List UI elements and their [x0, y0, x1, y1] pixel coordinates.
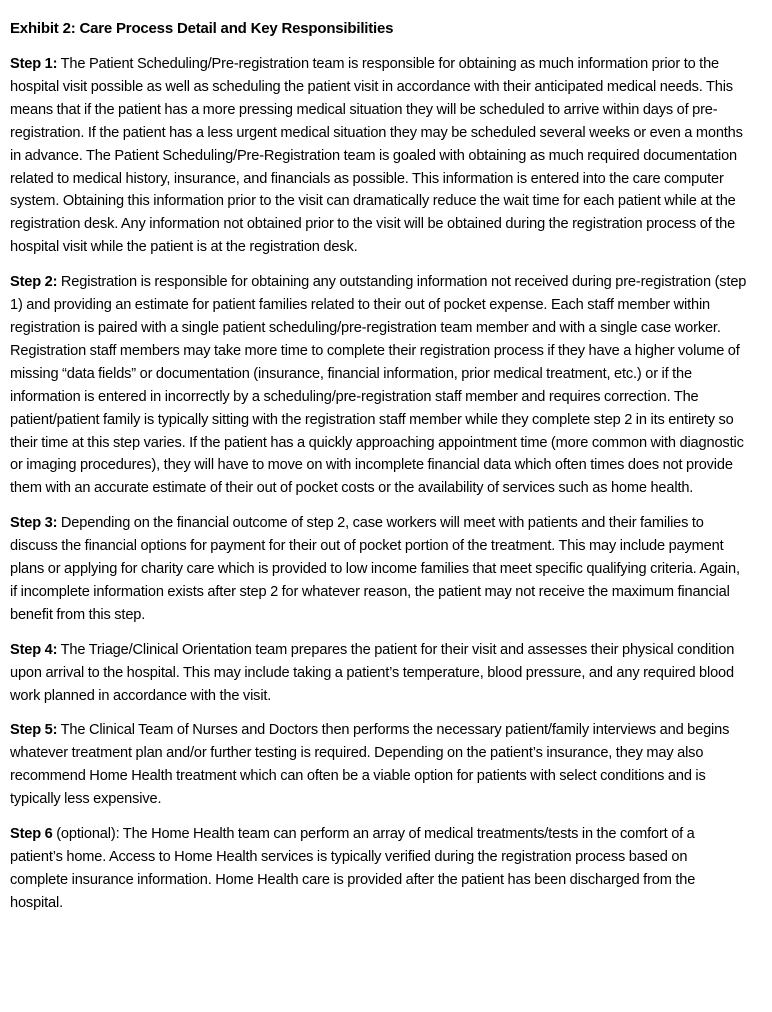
step-3-label: Step 3:	[10, 515, 58, 532]
step-6-label: Step 6	[10, 826, 53, 843]
step-6-paragraph	[10, 823, 748, 915]
step-1-text: The Patient Scheduling/Pre-registration team is responsible for obtaining as much information prior to the hospital visit possible as well as scheduling the patient visit in accordance with their anticipated medical needs. This means that if the patient has a more pressing medical situation they will be scheduled to arrive within days of pre-registration. If the patient has a less urgent medical situation they may be scheduled several weeks or even a months in advance. The Patient Scheduling/Pre-Registration team is goaled with obtaining as much required documentation related to medical history, insurance, and financials as possible. This information is entered into the care computer system. Obtaining this information prior to the visit can dramatically reduce the wait time for each patient while at the registration desk. Any information not obtained prior to the visit will be obtained during the registration process of the hospital visit while the patient is at the registration desk.	[10, 56, 743, 256]
step-2-text: Registration is responsible for obtaining any outstanding information not received during pre-registration (step 1) and providing an estimate for patient families related to their out of pocket expense. Each staff member within registration is paired with a single patient scheduling/pre-registration team member and with a single case worker. Registration staff members may take more time to complete their registration process if they have a higher volume of missing “data fields” or documentation (insurance, financial information, prior medical treatment, etc.) or if the information is entered in incorrectly by a scheduling/pre-registration staff member and requires correction. The patient/patient family is typically sitting with the registration staff member while they complete step 2 in its entirety so their time at this step varies. If the patient has a quickly approaching appointment time (more common with diagnostic or imaging procedures), they will have to move on with incomplete financial data which often times does not provide them with an accurate estimate of their out of pocket costs or the availability of services such as home health.	[10, 274, 747, 497]
step-5-text: The Clinical Team of Nurses and Doctors then performs the necessary patient/family interviews and begins whatever treatment plan and/or further testing is required. Depending on the patient’s insurance, they may also recommend Home Health treatment which can often be a viable option for patients with select conditions and is typically less expensive.	[10, 722, 730, 808]
step-5-label: Step 5:	[10, 722, 58, 739]
step-3-paragraph	[10, 512, 748, 627]
step-4-text: The Triage/Clinical Orientation team prepares the patient for their visit and assesses their physical condition upon arrival to the hospital. This may include taking a patient’s temperature, blood pressure, and any required blood work planned in accordance with the visit.	[10, 641, 735, 704]
step-1-label: Step 1:	[10, 56, 58, 72]
exhibit-title: Exhibit 2: Care Process Detail and Key Responsibilities	[10, 20, 394, 37]
step-1-paragraph	[10, 53, 748, 259]
step-6-text: : The Home Health team can perform an array of medical treatments/tests in the comfort of a patient’s home. Access to Home Health services is typically verified during the registration process based on complete insurance information. Home Health care is provided after the patient has been discharged from the hospital.	[10, 826, 696, 911]
step-2-label: Step 2:	[10, 274, 58, 291]
step-5-paragraph	[10, 719, 748, 811]
step-3-text: Depending on the financial outcome of step 2, case workers will meet with patients and their families to discuss the financial options for payment for their out of pocket portion of the treatment. This may include payment plans or applying for charity care which is provided to low income families that meet specific qualifying criteria. Again, if incomplete information exists after step 2 for whatever reason, the patient may not receive the maximum financial benefit from this step.	[10, 515, 740, 623]
document	[10, 18, 748, 927]
step-2-paragraph	[10, 271, 748, 500]
step-4-label: Step 4:	[10, 641, 58, 658]
step-4-paragraph	[10, 639, 748, 708]
step-6-suffix: (optional)	[52, 826, 116, 843]
